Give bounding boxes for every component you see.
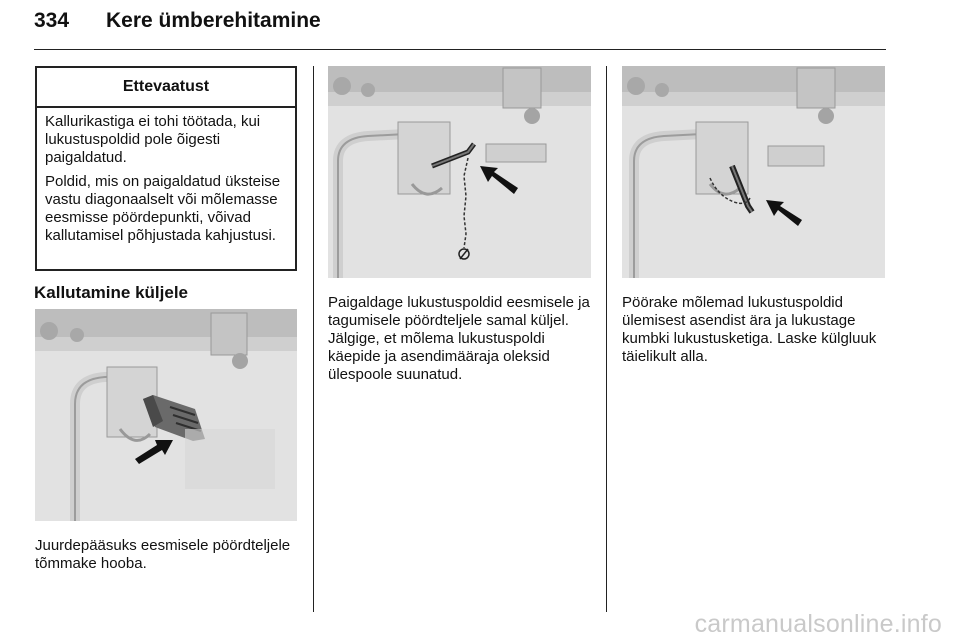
figure-chain-lock xyxy=(622,66,885,278)
figure-locking-pin-caption: Paigaldage lukustuspoldid eesmisele ja tagumisele pöördteljele samal küljel. Jälgige, et mõlema lukustuspoldi käepide ja asendimääraja oleksid ülespoole suunatud. xyxy=(328,294,590,383)
caution-box xyxy=(35,66,297,271)
header-rule xyxy=(34,49,886,50)
figure-chain-lock-caption: Pöörake mõlemad lukustuspoldid ülemisest asendist ära ja lukustage kumbki lukustusketiga. Laske külgluuk täielikult alla. xyxy=(622,294,877,365)
page-number: 334 xyxy=(34,9,70,32)
caution-body xyxy=(37,108,295,245)
column-separator-1 xyxy=(313,66,314,612)
caution-paragraph-2: Poldid, mis on paigaldatud üksteise vastu diagonaalselt või mõlemasse eesmisse pöördepunkti, võivad kallutamisel põhjustada kahjustusi. xyxy=(45,173,281,244)
caution-paragraph-1: Kallurikastiga ei tohi töötada, kui lukustuspoldid pole õigesti paigaldatud. xyxy=(45,113,261,166)
figure-lever xyxy=(35,309,297,521)
figure-locking-pin xyxy=(328,66,591,278)
column-separator-2 xyxy=(606,66,607,612)
watermark: carmanualsonline.info xyxy=(694,610,942,638)
figure-lever-caption: Juurdepääsuks eesmisele pöördteljele tõmmake hooba. xyxy=(35,537,291,572)
caution-title: Ettevaatust xyxy=(37,68,295,108)
chapter-title: Kere ümberehitamine xyxy=(106,9,321,32)
section-heading: Kallutamine küljele xyxy=(34,283,188,302)
